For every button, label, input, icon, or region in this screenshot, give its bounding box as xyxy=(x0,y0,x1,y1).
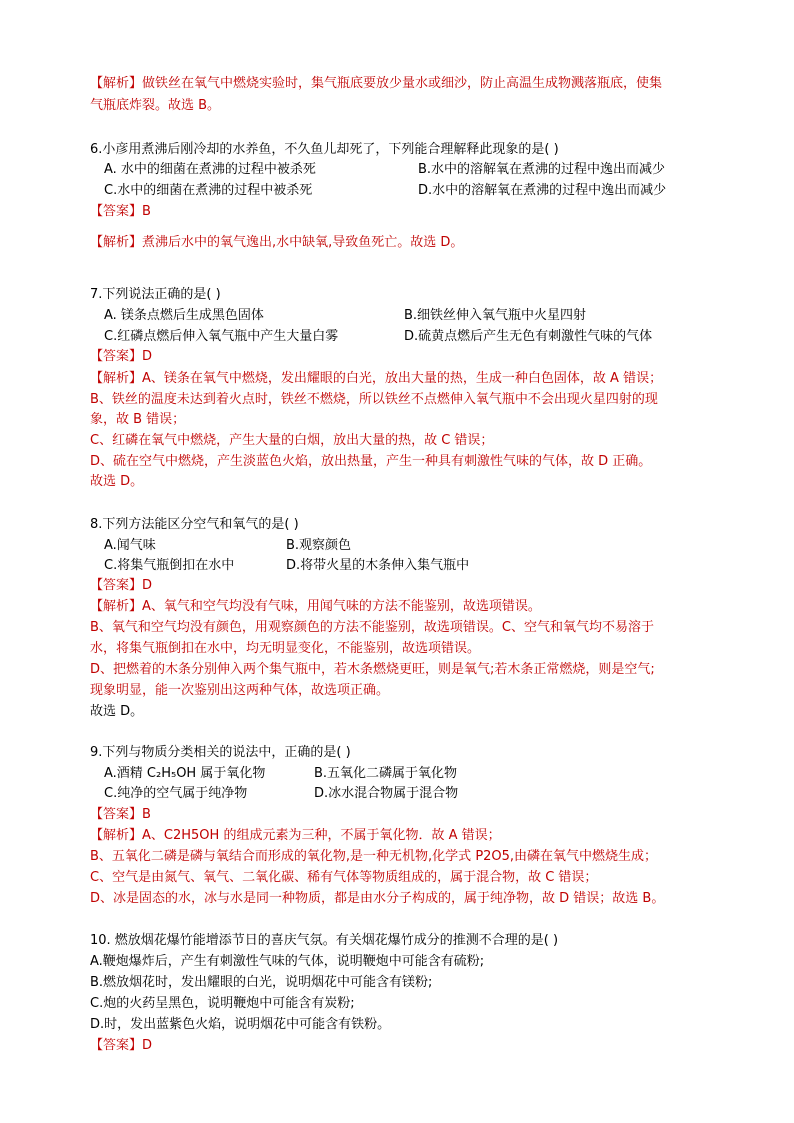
q10-option-b: B.燃放烟花时，发出耀眼的白光，说明烟花中可能含有镁粉; xyxy=(90,975,433,990)
answer-value: D xyxy=(142,349,153,364)
q9-answer xyxy=(90,805,151,825)
q9-stem: 9.下列与物质分类相关的说法中，正确的是( ) xyxy=(90,745,351,760)
q9-option-d: D.冰水混合物属于混合物 xyxy=(314,786,459,801)
answer-tag: 【答案】 xyxy=(90,204,143,219)
q10-option-d: D.时，发出蓝紫色火焰，说明烟花中可能含有铁粉。 xyxy=(90,1017,391,1032)
answer-tag: 【答案】 xyxy=(90,1038,143,1053)
q6-stem: 6.小彦用煮沸后刚冷却的水养鱼，不久鱼儿却死了，下列能合理解释此现象的是( ) xyxy=(90,142,559,157)
q7-option-a: A. 镁条点燃后生成黑色固体 xyxy=(104,308,264,323)
q7-option-d: D.硫黄点燃后产生无色有刺激性气味的气体 xyxy=(404,329,653,344)
q7-analysis-line-6: 故选 D。 xyxy=(90,474,144,489)
analysis-tag: 【解析】 xyxy=(90,599,143,614)
answer-tag: 【答案】 xyxy=(90,807,143,822)
analysis-tag: 【解析】 xyxy=(90,371,143,386)
q9-option-b: B.五氧化二磷属于氧化物 xyxy=(314,766,458,781)
q9-option-a: A.酒精 C₂H₅OH 属于氧化物 xyxy=(104,766,266,781)
q7-analysis-line-1: 【解析】A、镁条在氧气中燃烧，发出耀眼的白光，放出大量的热，生成一种白色固体，故 A 错误； xyxy=(90,371,663,386)
q9-analysis-line-2: B、五氧化二磷是磷与氧结合而形成的氧化物,是一种无机物,化学式 P2O5,由磷在氧气中燃烧生成； xyxy=(90,849,658,864)
q9-analysis-line-4: D、冰是固态的水，冰与水是同一种物质，都是由水分子构成的，属于纯净物，故 D 错误；故选 B。 xyxy=(90,891,665,906)
analysis-tag: 【解析】 xyxy=(90,828,143,843)
q5-analysis-line-2: 气瓶底炸裂。故选 B。 xyxy=(90,98,221,113)
q8-analysis-line-2: B、氧气和空气均没有颜色，用观察颜色的方法不能鉴别，故选项错误。C、空气和氧气均不易溶于 xyxy=(90,620,654,635)
q6-option-a: A. 水中的细菌在煮沸的过程中被杀死 xyxy=(104,162,316,177)
q8-analysis-line-4: D、把燃着的木条分别伸入两个集气瓶中，若木条燃烧更旺，则是氧气;若木条正常燃烧，则是空气; xyxy=(90,662,655,677)
q10-option-a: A.鞭炮爆炸后，产生有刺激性气味的气体，说明鞭炮中可能含有硫粉; xyxy=(90,954,485,969)
q7-analysis-line-5: D、硫在空气中燃烧，产生淡蓝色火焰，放出热量，产生一种具有刺激性气味的气体，故 D 正确。 xyxy=(90,454,652,469)
q10-stem: 10. 燃放烟花爆竹能增添节日的喜庆气氛。有关烟花爆竹成分的推测不合理的是( ) xyxy=(90,933,559,948)
q9-option-c: C.纯净的空气属于纯净物 xyxy=(104,786,248,801)
q8-option-d: D.将带火星的木条伸入集气瓶中 xyxy=(286,558,470,573)
q9-analysis-line-3: C、空气是由氮气、氧气、二氧化碳、稀有气体等物质组成的，属于混合物，故 C 错误； xyxy=(90,870,598,885)
q7-stem: 7.下列说法正确的是( ) xyxy=(90,287,221,302)
q7-analysis-line-2: B、铁丝的温度未达到着火点时，铁丝不燃烧，所以铁丝不点燃伸入氧气瓶中不会出现火星四射的现 xyxy=(90,392,658,407)
q7-option-c: C.红磷点燃后伸入氧气瓶中产生大量白雾 xyxy=(104,329,339,344)
q7-analysis-line-4: C、红磷在氧气中燃烧，产生大量的白烟，放出大量的热，故 C 错误； xyxy=(90,433,494,448)
q10-option-c: C.炮的火药呈黑色，说明鞭炮中可能含有炭粉; xyxy=(90,996,355,1011)
q6-option-d: D.水中的溶解氧在煮沸的过程中逸出而减少 xyxy=(418,183,667,198)
answer-value: B xyxy=(142,807,151,822)
q8-analysis-line-1: 【解析】A、氧气和空气均没有气味，用闻气味的方法不能鉴别，故选项错误。 xyxy=(90,599,541,614)
q6-analysis: 【解析】煮沸后水中的氧气逸出,水中缺氧,导致鱼死亡。故选 D。 xyxy=(90,235,464,250)
answer-tag: 【答案】 xyxy=(90,578,143,593)
q8-stem: 8.下列方法能区分空气和氧气的是( ) xyxy=(90,517,299,532)
q8-analysis-line-3: 水，将集气瓶倒扣在水中，均无明显变化，不能鉴别，故选项错误。 xyxy=(90,641,481,656)
q8-analysis-line-6: 故选 D。 xyxy=(90,704,144,719)
answer-value: D xyxy=(142,578,153,593)
q7-answer xyxy=(90,347,152,367)
q6-answer xyxy=(90,202,151,222)
answer-value: D xyxy=(142,1038,153,1053)
q6-option-b: B.水中的溶解氧在煮沸的过程中逸出而减少 xyxy=(418,162,666,177)
q5-analysis-line-1: 【解析】做铁丝在氧气中燃烧实验时，集气瓶底要放少量水或细沙，防止高温生成物溅落瓶底，使集 xyxy=(90,76,663,91)
analysis-tag: 【解析】 xyxy=(90,76,143,91)
answer-value: B xyxy=(142,204,151,219)
q10-answer xyxy=(90,1036,152,1056)
q9-analysis-line-1: 【解析】A、C2H5OH 的组成元素为三种，不属于氧化物．故 A 错误； xyxy=(90,828,501,843)
q8-option-a: A.闻气味 xyxy=(104,538,156,553)
q8-option-b: B.观察颜色 xyxy=(286,538,352,553)
q8-answer xyxy=(90,576,152,596)
answer-tag: 【答案】 xyxy=(90,349,143,364)
q7-option-b: B.细铁丝伸入氧气瓶中火星四射 xyxy=(404,308,587,323)
q8-option-c: C.将集气瓶倒扣在水中 xyxy=(104,558,235,573)
q7-analysis-line-3: 象，故 B 错误； xyxy=(90,412,186,427)
q8-analysis-line-5: 现象明显，能一次鉴别出这两种气体，故选项正确。 xyxy=(90,683,390,698)
q6-option-c: C.水中的细菌在煮沸的过程中被杀死 xyxy=(104,183,313,198)
analysis-tag: 【解析】 xyxy=(90,235,143,250)
